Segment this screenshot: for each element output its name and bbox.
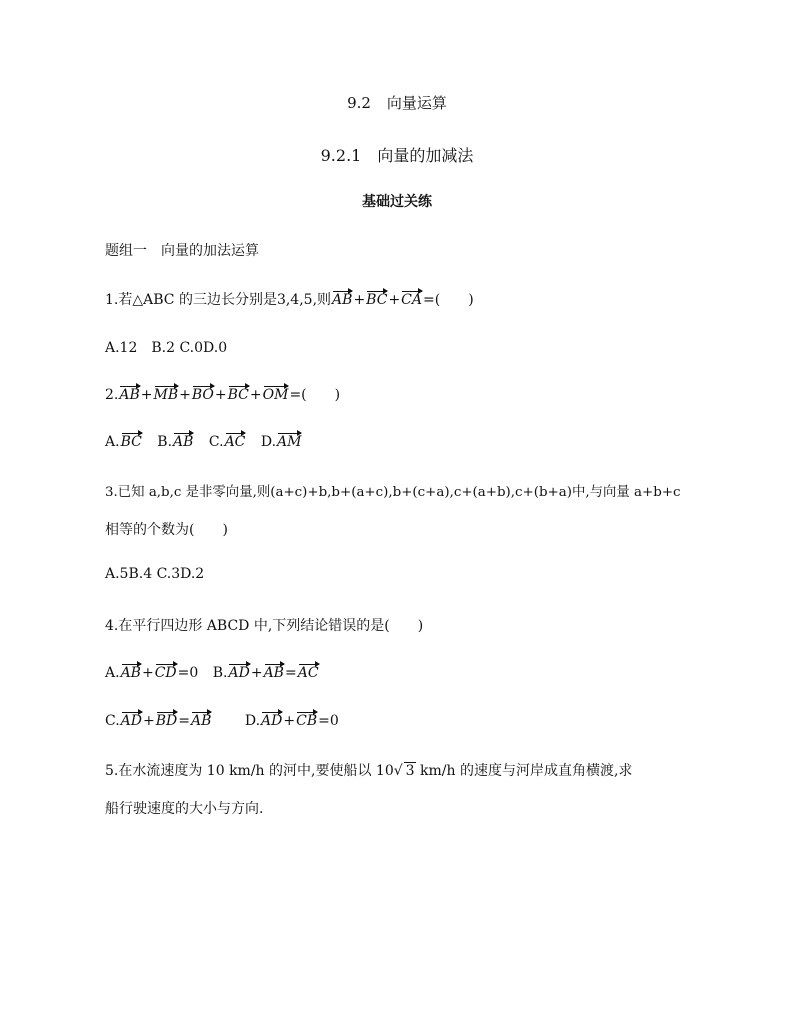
question-1-tail: =( ) <box>423 292 474 308</box>
option-d-label: D. <box>260 434 277 450</box>
vector-bo: BO <box>191 387 214 403</box>
question-5-line-2: 船行驶速度的大小与方向. <box>105 801 264 817</box>
question-1-text: 1.若△ABC 的三边长分别是3,4,5,则 <box>105 292 332 308</box>
vector-ac: AC <box>297 665 319 681</box>
subsection-heading <box>0 143 794 166</box>
option-b-label: B. <box>212 665 228 681</box>
option-a-tail: =0 <box>177 665 199 681</box>
vector-ca: CA <box>401 292 422 308</box>
question-4-options-cd: C.AD+BD=AB D.AD+CB=0 <box>105 713 339 729</box>
vector-bc: BC <box>366 292 388 308</box>
vector-ad: AD <box>120 713 143 729</box>
vector-om: OM <box>262 387 289 403</box>
question-1: 1.若△ABC 的三边长分别是3,4,5,则AB+BC+CA=( ) <box>105 292 474 308</box>
option-d-label: D. <box>244 713 261 729</box>
group-one-title: 题组一 向量的加法运算 <box>105 243 259 259</box>
vector-ab: AB <box>191 713 212 729</box>
question-3-line-1: 3.已知 a,b,c 是非零向量,则(a+c)+b,b+(a+c),b+(c+a),c+(a+b),c+(b+a)中,与向量 a+b+c <box>105 485 681 500</box>
vector-ab: AB <box>263 665 284 681</box>
option-a-vector: BC <box>120 434 142 450</box>
exercise-title: 基础过关练 <box>362 194 432 210</box>
question-5-part-2: km/h 的速度与河岸成直角横渡,求 <box>415 763 633 779</box>
option-c-label: C. <box>105 713 120 729</box>
option-a-label: A. <box>105 434 120 450</box>
subsection-number: 9.2.1 <box>320 146 362 165</box>
vector-ad: AD <box>228 665 250 681</box>
vector-bc: BC <box>227 387 249 403</box>
sqrt-radicand: 3 <box>405 763 415 779</box>
question-1-options: A.12 B.2 C.0D.0 <box>105 340 228 356</box>
option-c-vector: AC <box>224 434 246 450</box>
subsection-title: 向量的加减法 <box>377 146 474 165</box>
question-3-line-2: 相等的个数为( ) <box>105 522 228 538</box>
vector-ab: AB <box>119 387 140 403</box>
option-a-label: A. <box>105 665 120 681</box>
option-c-label: C. <box>208 434 224 450</box>
vector-cd: CD <box>154 665 177 681</box>
vector-ad: AD <box>261 713 283 729</box>
option-b-vector: AB <box>173 434 194 450</box>
vector-ab: AB <box>120 665 141 681</box>
question-4-text: 4.在平行四边形 ABCD 中,下列结论错误的是( ) <box>105 618 424 634</box>
question-2-options <box>105 432 302 450</box>
option-d-tail: =0 <box>318 713 339 729</box>
vector-ab: AB <box>332 292 353 308</box>
option-d-vector: AM <box>277 434 302 450</box>
section-number: 9.2 <box>347 94 371 112</box>
section-title: 向量运算 <box>386 94 447 112</box>
vector-mb: MB <box>153 387 179 403</box>
question-5-line-1 <box>105 760 632 780</box>
vector-bd: BD <box>155 713 178 729</box>
question-3-options: A.5B.4 C.3D.2 <box>105 566 205 582</box>
option-b-label: B. <box>157 434 173 450</box>
question-5-part-1: 5.在水流速度为 10 km/h 的河中,要使船以 10 <box>105 763 394 779</box>
sqrt-sign: √ <box>393 763 403 779</box>
question-2-tail: =( ) <box>289 387 341 403</box>
vector-cb: CB <box>296 713 318 729</box>
question-4-options-ab: A.AB+CD=0 B.AD+AB=AC <box>105 665 319 681</box>
question-2: 2.AB+MB+BO+BC+OM=( ) <box>105 387 341 403</box>
section-heading <box>0 92 794 113</box>
question-2-number: 2. <box>105 387 119 403</box>
